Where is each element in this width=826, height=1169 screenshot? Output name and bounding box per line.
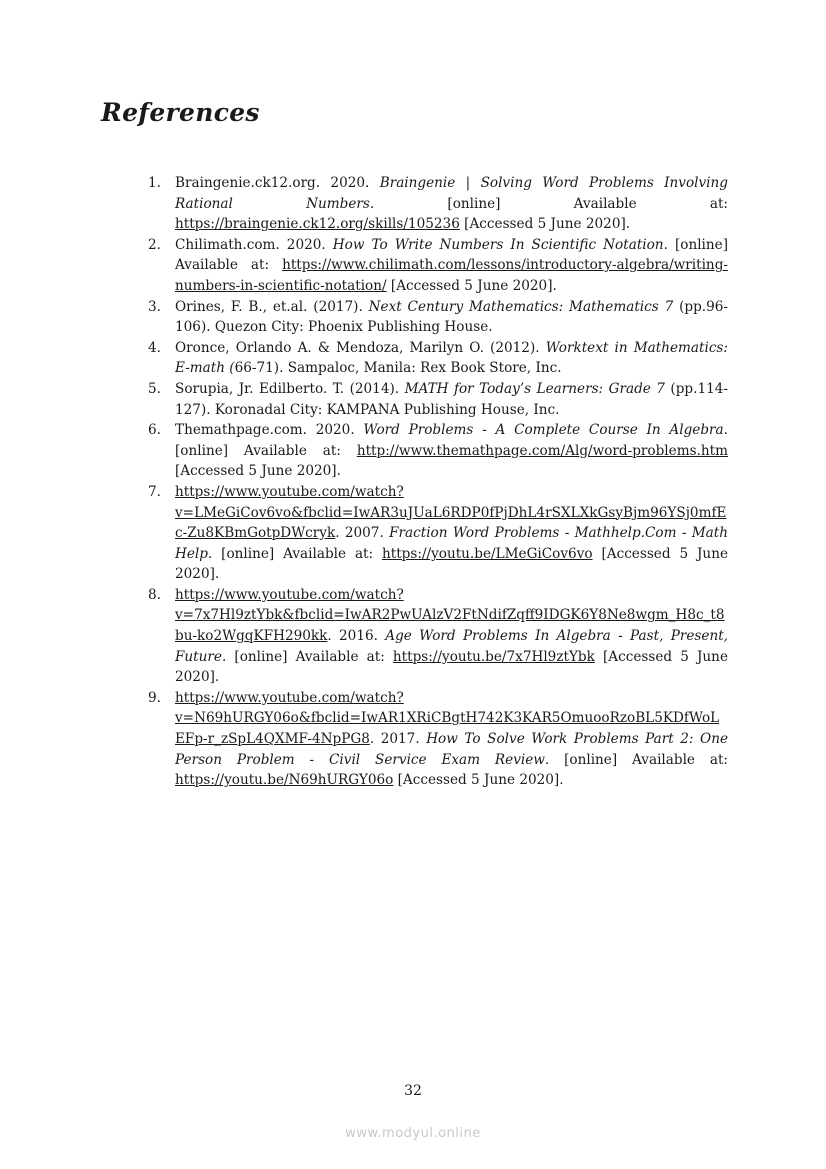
reference-text: [Accessed 5 June 2020]. [393,772,564,789]
reference-link[interactable]: https://youtu.be/LMeGiCov6vo [382,545,593,562]
reference-link[interactable]: https://youtu.be/7x7Hl9ztYbk [392,648,595,665]
reference-title: How To Write Numbers In Scientific Notation [332,236,664,253]
reference-text: . 2017. [369,731,427,748]
reference-title: Fraction Word Problems - Mathhelp.Com - Math Help [175,525,728,562]
reference-text: . [online] Available at: [544,751,728,768]
reference-text: . 2007. [335,525,390,542]
reference-text: . [online] Available at: [175,236,728,274]
reference-title: Next Century Mathematics: Mathematics 7 [368,298,674,315]
reference-item [148,585,728,688]
reference-text: . [online] Available at: [221,648,393,665]
reference-text: . [online] Available at: [175,422,728,459]
reference-text: 66-71). Sampaloc, Manila: Rex Book Store, Inc. [234,360,562,377]
reference-link[interactable]: https://www.chilimath.com/lessons/introductory-algebra/writing-numbers-in-scientific-notation/ [175,257,728,294]
reference-text: Themathpage.com. 2020. [175,422,364,439]
reference-text: Sorupia, Jr. Edilberto. T. (2014). [175,380,405,397]
reference-text: Oronce, Orlando A. & Mendoza, Marilyn O. (2012). [175,339,546,356]
reference-link[interactable]: https://braingenie.ck12.org/skills/105236 [175,216,460,233]
reference-link[interactable]: https://www.youtube.com/watch?v=7x7Hl9ztYbk&fbclid=IwAR2PwUAlzV2FtNdifZqff9IDGK6Y8Ne8wgm_H8c_t8bu-ko2WgqKFH290kk [175,586,725,645]
reference-link[interactable]: https://www.youtube.com/watch?v=LMeGiCov6vo&fbclid=IwAR3uJUaL6RDP0fPjDhL4rSXLXkGsyBjm96YSj0mfEc-Zu8KBmGotpDWcryk [175,483,727,542]
reference-number: 3. [148,298,161,315]
reference-item [148,420,728,482]
reference-item [148,379,728,420]
reference-text: Orines, F. B., et.al. (2017). [175,298,369,315]
reference-item [148,235,728,297]
reference-text: . [online] Available at: [207,545,382,562]
reference-number: 2. [148,236,161,253]
reference-item [148,688,728,791]
reference-link[interactable]: https://www.youtube.com/watch?v=N69hURGY06o&fbclid=IwAR1XRiCBgtH742K3KAR5OmuooRzoBL5KDfWoLEFp-r_zSpL4QXMF-4NpPG8 [175,689,720,748]
reference-item [148,173,728,235]
reference-link[interactable]: https://youtu.be/N69hURGY06o [175,772,394,789]
reference-text: Braingenie.ck12.org. 2020. [175,175,380,191]
reference-text: (pp.96-106). Quezon City: Phoenix Publishing House. [175,298,728,336]
reference-text: [Accessed 5 June 2020]. [386,277,557,294]
reference-title: Word Problems - A Complete Course In Algebra [363,422,724,439]
page-title: References [101,98,260,127]
watermark: www.modyul.online [345,1126,481,1141]
reference-text: . 2016. [327,628,386,645]
reference-number: 5. [148,380,161,397]
reference-number: 8. [148,586,161,603]
reference-number: 1. [148,175,161,191]
reference-text: [Accessed 5 June 2020]. [459,216,631,233]
reference-text: . [online] Available at: [369,195,729,212]
reference-text: (pp.114-127). Koronadal City: KAMPANA Publishing House, Inc. [175,380,728,418]
reference-item [148,297,728,338]
reference-link[interactable]: http://www.themathpage.com/Alg/word-problems.htm [356,442,728,459]
reference-item [148,338,728,379]
reference-text: [Accessed 5 June 2020]. [175,648,728,686]
reference-number: 6. [148,422,161,439]
reference-list [148,173,728,791]
reference-text: Chilimath.com. 2020. [175,236,333,253]
reference-title: MATH for Today’s Learners: Grade 7 [404,380,665,397]
reference-text: [Accessed 5 June 2020]. [175,545,728,583]
reference-text: [Accessed 5 June 2020]. [175,463,341,480]
reference-number: 4. [148,339,161,356]
reference-title: Worktext in Mathematics: E-math ( [175,339,728,377]
reference-item [148,482,728,585]
reference-number: 9. [148,689,161,706]
reference-title: Age Word Problems In Algebra - Past, Present, Future [175,628,728,665]
reference-title: Braingenie | Solving Word Problems Involving Rational Numbers [175,175,728,212]
page-number: 32 [404,1083,422,1099]
reference-number: 7. [148,483,161,500]
reference-title: How To Solve Work Problems Part 2: One Person Problem - Civil Service Exam Review [175,731,729,768]
